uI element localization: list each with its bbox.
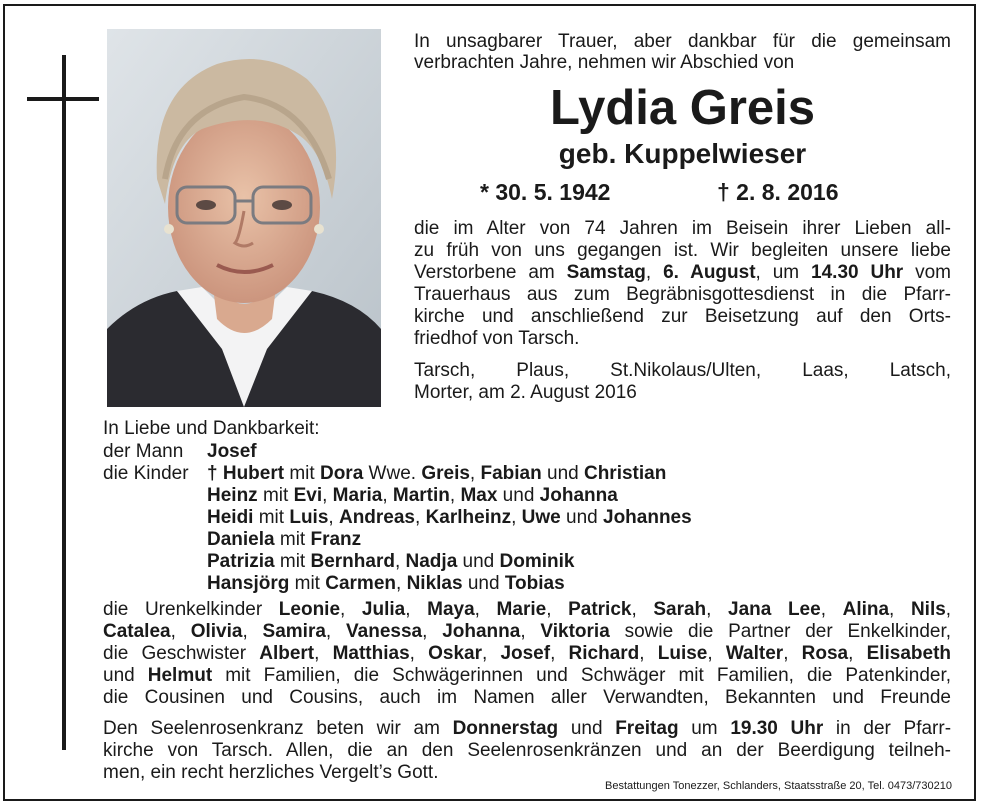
name-text: Jana Lee [728, 599, 821, 620]
name-text: Viktoria [540, 621, 610, 642]
children-line [207, 507, 692, 529]
text: , [322, 485, 333, 506]
body-text: Verstorbene am [414, 262, 567, 283]
text: mit [274, 529, 311, 550]
text: in der Pfarr- [823, 718, 952, 739]
body-line: zu früh von uns gegangen ist. Wir begleiten unsere liebe [414, 240, 951, 261]
text: , [328, 507, 339, 528]
body-line: kirche und anschließend zur Beisetzung auf den Orts- [414, 306, 951, 327]
name-text: Alina [842, 599, 890, 620]
text: und [462, 573, 505, 594]
great-grandchildren-line: Catalea, Olivia, Samira, Vanessa, Johanna, Viktoria sowie die Partner der Enkelkinder, [103, 621, 952, 642]
name-text: Elisabeth [866, 643, 952, 664]
name-text: Johannes [603, 507, 692, 528]
intro-text-line-2: verbrachten Jahre, nehmen wir Abschied von [414, 52, 795, 73]
name-text: Maria [332, 485, 383, 506]
name-text: Fabian [480, 463, 542, 484]
name-text: Samira [262, 621, 326, 642]
text: sowie die Partner der Enkelkinder, [624, 621, 952, 642]
name-text: Patrizia [207, 551, 275, 572]
siblings-line: die Geschwister Albert, Matthias, Oskar, Josef, Richard, Luise, Walter, Rosa, Elisabeth [103, 643, 952, 664]
text: und [457, 551, 500, 572]
name-text: Leonie [278, 599, 341, 620]
death-date: † 2. 8. 2016 [717, 179, 839, 205]
role-label: der Mann [103, 441, 184, 462]
role-label: die Kinder [103, 463, 189, 484]
children-line [207, 573, 565, 595]
text: , [396, 573, 407, 594]
great-grandchildren-line: die Urenkelkinder Leonie, Julia, Maya, Marie, Patrick, Sarah, Jana Lee, Alina, Nils, [103, 599, 952, 620]
name-text: Johanna [442, 621, 521, 642]
name-text: Daniela [207, 529, 275, 550]
text: , [469, 463, 481, 484]
name-text: Karlheinz [425, 507, 512, 528]
name-text: † Hubert [207, 463, 285, 484]
name-text: Heidi [207, 507, 254, 528]
funeral-time: 14.30 Uhr [811, 262, 904, 283]
text: um [678, 718, 731, 739]
intro-text-line-1: In unsagbarer Trauer, aber dankbar für die gemeinsam [414, 31, 951, 52]
name-text: Josef [500, 643, 551, 664]
body-line: friedhof von Tarsch. [414, 328, 580, 349]
name-text: Marie [496, 599, 547, 620]
name-text: Patrick [568, 599, 632, 620]
text: und [558, 718, 616, 739]
name-text: Maya [427, 599, 475, 620]
text: und [497, 485, 540, 506]
rosary-day-2: Freitag [615, 718, 679, 739]
cross-icon-bar [27, 97, 99, 101]
rosary-line-3: men, ein recht herzliches Vergelt’s Gott. [103, 762, 439, 783]
body-line: Trauerhaus aus zum Begräbnisgottesdienst in die Pfarr- [414, 284, 951, 305]
name-text: Vanessa [346, 621, 423, 642]
text: die Urenkelkinder [103, 599, 263, 620]
rosary-line-2: kirche von Tarsch. Allen, die an den Seelenrosenkränzen und an der Beerdigung teilneh- [103, 740, 951, 761]
name-text: Julia [361, 599, 406, 620]
text: und [560, 507, 603, 528]
name-text: Max [460, 485, 498, 506]
name-text: Franz [310, 529, 362, 550]
name-text: Sarah [653, 599, 707, 620]
name-text: Luis [289, 507, 329, 528]
places-line-1: Tarsch, Plaus, St.Nikolaus/Ulten, Laas, Latsch, [414, 360, 951, 381]
funeral-date: 6. August [663, 262, 756, 283]
body-line: die im Alter von 74 Jahren im Beisein ihrer Lieben all- [414, 218, 951, 239]
name-text: Luise [657, 643, 708, 664]
maiden-name: geb. Kuppelwieser [558, 138, 807, 169]
name-text: Carmen [325, 573, 396, 594]
text: , [449, 485, 461, 506]
name-text: Tobias [504, 573, 565, 594]
children-line [207, 551, 574, 573]
husband-name: Josef [207, 441, 257, 462]
text: und [103, 665, 135, 686]
body-text: , um [755, 262, 812, 283]
text: mit [289, 573, 326, 594]
text: , [511, 507, 522, 528]
cousins-line: die Cousinen und Cousins, auch im Namen aller Verwandten, Bekannten und Freunde [103, 687, 951, 708]
name-text: Richard [568, 643, 640, 664]
body-line-funeral-date [414, 262, 951, 284]
body-text: vom [903, 262, 951, 283]
text: , [394, 551, 406, 572]
text: Wwe. [363, 463, 422, 484]
mourners-heading: In Liebe und Dankbarkeit: [103, 418, 320, 439]
name-text: Christian [583, 463, 667, 484]
name-text: Niklas [406, 573, 463, 594]
text: , [382, 485, 393, 506]
name-text: Nadja [405, 551, 458, 572]
cross-icon [62, 55, 66, 750]
text: , [415, 507, 426, 528]
name-text: Olivia [190, 621, 243, 642]
name-text: Helmut [147, 665, 213, 686]
funeral-day: Samstag [566, 262, 646, 283]
children-line [103, 463, 666, 485]
name-text: Johanna [539, 485, 618, 506]
name-text: Nils [910, 599, 946, 620]
name-text: Martin [392, 485, 450, 506]
name-text: Evi [293, 485, 323, 506]
name-text: Hansjörg [207, 573, 290, 594]
body-text: , [645, 262, 664, 283]
text: und [541, 463, 584, 484]
rosary-line-1 [103, 718, 951, 740]
name-text: Uwe [521, 507, 561, 528]
name-text: Greis [421, 463, 470, 484]
text: die Geschwister [103, 643, 247, 664]
name-text: Dora [319, 463, 364, 484]
birth-date: * 30. 5. 1942 [480, 179, 611, 205]
text: mit [257, 485, 294, 506]
name-text: Matthias [332, 643, 410, 664]
children-line [207, 529, 361, 551]
text: mit [253, 507, 290, 528]
name-text: Walter [725, 643, 784, 664]
funeral-home-footer: Bestattungen Tonezzer, Schlanders, Staatsstraße 20, Tel. 0473/730210 [605, 780, 952, 792]
places-line-2: Morter, am 2. August 2016 [414, 382, 637, 403]
text: mit Familien, die Schwägerinnen und Schwäger mit Familien, die Patenkinder, [225, 665, 952, 686]
name-text: Oskar [428, 643, 482, 664]
portrait-photo [107, 29, 381, 407]
children-line [207, 485, 618, 507]
deceased-name: Lydia Greis [549, 81, 816, 135]
name-text: Andreas [338, 507, 415, 528]
name-text: Rosa [801, 643, 849, 664]
rosary-time: 19.30 Uhr [730, 718, 824, 739]
text: mit [274, 551, 311, 572]
name-text: Dominik [499, 551, 575, 572]
text: Den Seelenrosenkranz beten wir am [103, 718, 453, 739]
name-text: Catalea [103, 621, 171, 642]
name-text: Albert [259, 643, 315, 664]
name-text: Bernhard [310, 551, 395, 572]
rosary-day-1: Donnerstag [452, 718, 559, 739]
husband-line [103, 441, 257, 463]
siblings-line [103, 665, 951, 687]
name-text: Heinz [207, 485, 258, 506]
text: mit [284, 463, 320, 484]
